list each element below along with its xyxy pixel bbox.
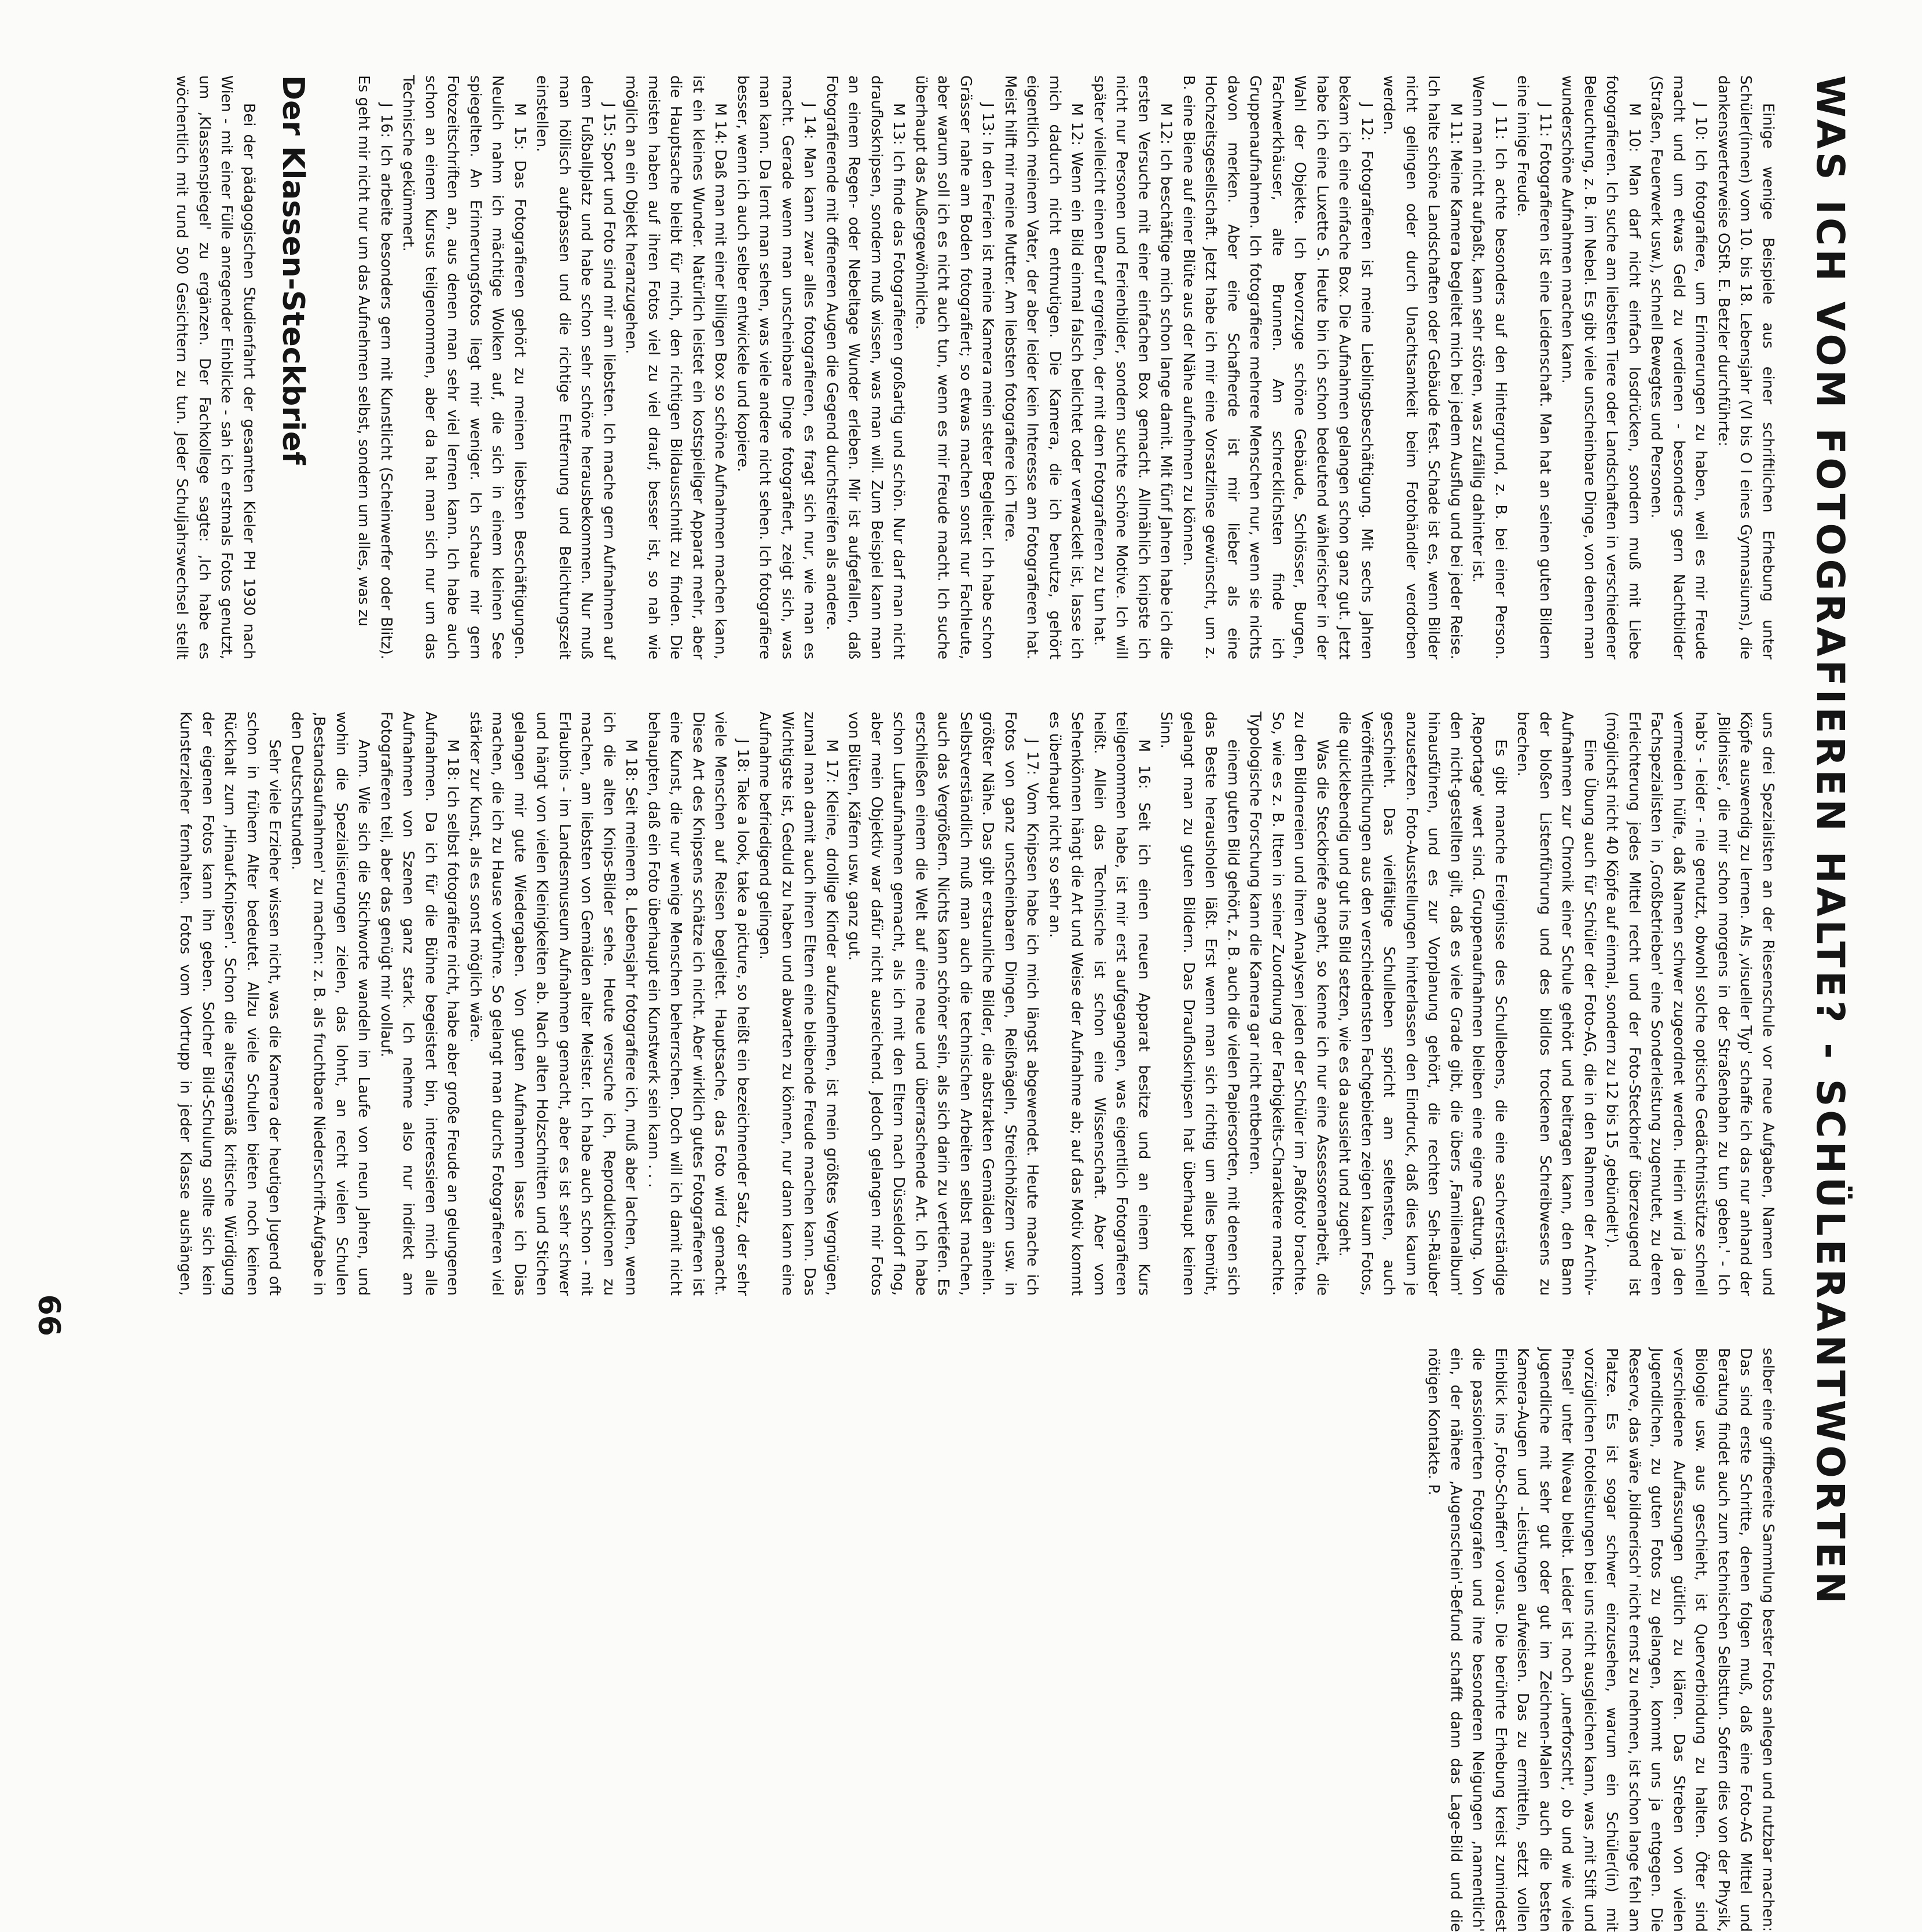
paragraph: M 18: Seit meinem 8. Lebensjahr fotografiere ich, muß aber lachen, wenn ich die alten Knips-Bilder sehe. Heute versuche ich, Reproduktionen zu machen, am liebsten von Gemälden alter Meister. Ich habe auch schon - mit Erlaubnis - im Landesmuseum Aufnahmen gemacht, aber es ist sehr schwer und hängt von vielen Kleinigkeiten ab. Nach alten Holzschnitten und Stichen gelangen mir gute Wiedergaben. Von guten Aufnahmen lasse ich Dias machen, die ich zu Hause vorführe. So gelangt man durchs Fotografieren viel stärker zur Kunst, als es sonst möglich wäre. (467, 712, 640, 1296)
article-body (170, 75, 1779, 1932)
paragraph: Es gibt manche Ereignisse des Schullebens, die eine sachverständige ‚Reportage' wert sind. Gruppenaufnahmen bleiben eine eigne Gattung. Von den nicht-gestellten gilt, daß es viele Grade gibt, die übers ‚Familienalbum' hinausführen, und es zur Vorplanung gehört, die rechten Seh-Räuber anzusetzen. Foto-Ausstellungen hinterlassen den Eindruck, daß dies kaum je geschieht. Das vielfältige Schulleben spricht am seltensten, auch Veröffentlichungen aus den verschiedensten Fachgebieten zeigen kaum Fotos, die quicklebendig und gut ins Bild setzen, wie es da aussieht und zugeht. (1336, 712, 1509, 1296)
paragraph: einem guten Bild gehört, z. B. auch die vielen Papiersorten, mit denen sich das Beste herausholen läßt. Erst wenn man sich richtig um alles bemüht, gelangt man zu guten Bildern. Das Drauflosknipsen hat überhaupt keinen Sinn. (1157, 712, 1242, 1296)
paragraph: J 11: Ich achte besonders auf den Hintergrund, z. B. bei einer Person. Wenn man nicht aufpaßt, kann sehr stören, was zufällig dahinter ist. (1469, 75, 1509, 659)
paragraph: J 13: In den Ferien ist meine Kamera mein steter Begleiter. Ich habe schon Grässer nahe am Boden fotografiert; so etwas machen sonst nur Fachleute, aber warum soll ich es nicht auch tun, wenn es mir Freude macht. Ich suche überhaupt das Außergewöhnliche. (912, 75, 997, 659)
paragraph: M 16: Seit ich einen neuen Apparat besitze und an einem Kurs teilgenommen habe, ist mir erst aufgegangen, was eigentlich Fotografieren heißt. Allein das Technische ist schon eine Wissenschaft. Aber vom Sehenkönnen hängt die Art und Weise der Aufnahme ab; auf das Motiv kommt es überhaupt nicht so sehr an. (1046, 712, 1153, 1296)
paragraph: J 16: Ich arbeite besonders gern mit Kunstlicht (Scheinwerfer oder Blitz). Es geht mir nicht nur um das Aufnehmen selbst, sondern um alles, was zu (355, 75, 395, 659)
paragraph: Einige wenige Beispiele aus einer schriftlichen Erhebung unter Schüler(innen) vom 10. bis 18. Lebensjahr (VI bis O I eines Gymnasiums), die dankenswerterweise OStR. E. Betzler durchführte: (1715, 75, 1777, 659)
paragraph: M 18: Ich selbst fotografiere nicht, habe aber große Freude an gelungenen Aufnahmen. Da ich für die Bühne begeistert bin, interessieren mich alle Aufnahmen von Szenen ganz stark. Ich nehme also nur indirekt am Fotografieren teil, aber das genügt mir vollauf. (377, 712, 462, 1296)
paragraph: M 11: Meine Kamera begleitet mich bei jedem Ausflug und bei jeder Reise. Ich halte schöne Landschaften oder Gebäude fest. Schade ist es, wenn Bilder nicht gelingen oder durch Unachtsamkeit beim Fotohändler verdorben werden. (1380, 75, 1465, 659)
paragraph: M 15: Das Fotografieren gehört zu meinen liebsten Beschäftigungen. Neulich nahm ich mächtige Wolken auf, die sich in einem kleinen See spiegelten. An Erinnerungsfotos liegt mir weniger. Ich schaue mir gern Fotozeitschriften an, aus denen man sehr viel lernen kann. Ich habe auch schon an einem Kursus teilgenommen, aber da hat man sich nur um das Technische gekümmert. (399, 75, 529, 659)
paragraph: J 11: Fotografieren ist eine Leidenschaft. Man hat an seinen guten Bildern eine innige Freude. (1514, 75, 1554, 659)
paragraph: Was die Steckbriefe angeht, so kenne ich nur eine Assessorenarbeit, die zu den Bildnereien und ihren Analysen jeden der Schüler im ‚Paßfoto' brachte. So, wie es z. B. Itten in seiner Zuordnung der Farbigkeits-Charaktere machte. Typologische Forschung kann die Kamera gar nicht entbehren. (1246, 712, 1331, 1296)
paragraph: M 14: Daß man mit einer billigen Box so schöne Aufnahmen machen kann, ist ein kleines Wunder. Natürlich leistet ein kostspieliger Apparat mehr, aber die Hauptsache bleibt für mich, den richtigen Bildausschnitt zu finden. Die meisten haben auf ihren Fotos viel zu viel drauf; besser ist, so nah wie möglich an ein Objekt heranzugehen. (622, 75, 729, 659)
paragraph: Eine Übung auch für Schüler der Foto-AG, die in den Rahmen der Archiv-Aufnahmen zur Chronik einer Schule gehört und beitragen kann, den Bann der bloßen Listenführung und des bildlos trockenen Schreibwesens zu brechen. (1514, 712, 1598, 1296)
page-title: WAS ICH VOM FOTOGRAFIEREN HALTE? - SCHÜLERANTWORTEN (1808, 75, 1853, 1607)
survey-answers (353, 75, 1779, 659)
paragraph: Sehr viele Erzieher wissen nicht, was die Kamera der heutigen Jugend oft schon in frühem Alter bedeutet. Allzu viele Schulen bieten noch keinen Rückhalt zum ‚Hinauf-Knipsen'. Schon die altersgemäß kritische Würdigung der eigenen Fotos kann ihn geben. Solcher Bild-Schulung sollte sich kein Kunsterzieher fernhalten. Fotos vom Vortrupp in jeder Klasse aushängen, selber eine griffbereite Sammlung bester Fotos anlegen und nutzbar machen: Das sind erste Schritte, denen folgen muß, daß eine Foto-AG Mittel und Beratung findet auch zum technischen Selbsttun. Sofern dies von der Physik, Biologie usw. aus geschieht, ist Querverbindung zu halten. Öfter sind verschiedene Auffassungen gütlich zu klären. Das Streben von vielen Jugendlichen, zu guten Fotos zu gelangen, kommt uns ja entgegen. Die Reserve, das wäre ‚bildnerisch' nicht ernst zu nehmen, ist schon lange fehl am Platze. Es ist sogar schwer einzusehen, warum ein Schüler(in) mit vorzüglichen Fotoleistungen bei uns nicht ausgleichen kann, was ‚mit Stift und Pinsel' unter Niveau bleibt. Leider ist noch ‚unerforscht', ob und wie viele Jugendliche mit sehr gut oder gut im Zeichnen-Malen auch die besten Kamera-Augen und -Leistungen aufweisen. Das zu ermitteln, setzt vollen Einblick ins ‚Foto-Schaffen' voraus. Die berührte Erhebung kreist zumindest die passionierten Fotografen und ihre besonderen Neigungen ‚namentlich' ein, der nähere ‚Augenschein'-Befund schafft dann das Lage-Bild und die nötigen Kontakte. P. (177, 712, 1777, 1932)
paragraph: M 12: Wenn ein Bild einmal falsch belichtet oder verwackelt ist, lasse ich mich dadurch nicht entmutigen. Die Kamera, die ich benutze, gehört eigentlich meinem Vater, der aber leider kein Interesse am Fotografieren hat. Meist hilft mir meine Mutter. Am liebsten fotografiere ich Tiere. (1002, 75, 1086, 659)
paragraph: M 10: Man darf nicht einfach losdrücken, sondern muß mit Liebe fotografieren. Ich suche am liebsten Tiere oder Landschaften in verschiedener Beleuchtung, z. B. im Nebel. Es gibt viele unscheinbare Dinge, von denen man wunderschöne Aufnahmen machen kann. (1558, 75, 1643, 659)
page-number: 66 (31, 1294, 66, 1336)
paragraph: Anm. Wie sich die Stichworte wandeln im Laufe von neun Jahren, und wohin die Spezialisierungen zielen, das lohnt, an recht vielen Schulen ‚Bestandsaufnahmen' zu machen: z. B. als fruchtbare Niederschrift-Aufgabe in den Deutschstunden. (288, 712, 373, 1296)
paragraph: J 12: Fotografieren ist meine Lieblingsbeschäftigung. Mit sechs Jahren bekam ich eine einfache Box. Die Aufnahmen gelangen schon ganz gut. Jetzt habe ich eine Luxette S. Heute bin ich schon bedeutend wählerischer in der Wahl der Objekte. Ich bevorzuge schöne Gebäude, Schlösser, Burgen, Fachwerkhäuser, alte Brunnen. Am schrecklichsten finde ich Gruppenaufnahmen. Ich fotografiere mehrere Menschen nur, wenn sie nichts davon merken. Aber eine Schafherde ist mir lieber als eine Hochzeitsgesellschaft. Jetzt habe ich mir eine Vorsatzlinse gewünscht, um z. B. eine Biene auf einer Blüte aus der Nähe aufnehmen zu können. (1180, 75, 1376, 659)
section-heading: Der Klassen-Steckbrief (276, 75, 310, 465)
paragraph: J 10: Ich fotografiere, um Erinnerungen zu haben, weil es mir Freude macht und um etwas Geld zu verdienen - besonders gern Nachtbilder (Straßen, Feuerwerk usw.), schnell Bewegtes und Personen. (1648, 75, 1710, 659)
paragraph: M 13: Ich finde das Fotografieren großartig und schön. Nur darf man nicht drauflosknipsen, sondern muß wissen, was man will. Zum Beispiel kann man an einem Regen- oder Nebeltage Wunder erleben. Mir ist aufgefallen, daß Fotografierende mit offeneren Augen die Gegend durchstreifen als andere. (823, 75, 908, 659)
paragraph: J 18: Take a look, take a picture, so heißt ein bezeichnender Satz, der sehr viele Menschen auf Reisen begleitet. Hauptsache, das Foto wird gemacht. Diese Art des Knipsens schätze ich nicht. Aber wirklich gutes Fotografieren ist eine Kunst, die nur wenige Menschen beherrschen. Doch will ich damit nicht behaupten, daß ein Foto überhaupt ein Kunstwerk sein kann . . . (645, 712, 751, 1296)
paragraph: Bei der pädagogischen Studienfahrt der gesamten Kieler PH 1930 nach Wien - mit einer Fülle anregender Einblicke - sah ich erstmals Fotos genutzt, um ‚Klassenspiegel' zu ergänzen. Der Fachkollege sagte: ‚Ich habe es wöchentlich mit rund 500 Gesichtern zu tun. Jeder Schuljahrswechsel stellt uns drei Spezialisten an der Riesenschule vor neue Aufgaben, Namen und Köpfe auswendig zu lernen. Als ‚visueller Typ' schaffe ich das nur anhand der ‚Bildnisse', die mir schon morgens in der Straßenbahn zu tun geben.' - Ich hab's - leider - nie genutzt, obwohl solche optische Gedächtnisstütze schnell vermeiden hülfe, daß Namen schwer zugeordnet werden. Hierin wird ja den Fachspezialisten in ‚Großbetrieben' eine Sonderleistung zugemutet, zu deren Erleichterung jedes Mittel recht und der Foto-Steckbrief überzeugend ist (möglichst nicht 40 Köpfe auf einmal, sondern zu 12 bis 15 ‚gebündelt'). (173, 75, 1777, 1296)
paragraph: J 15: Sport und Foto sind mir am liebsten. Ich mache gern Aufnahmen auf dem Fußballplatz und habe schon sehr schöne herausbekommen. Nur muß man höllisch aufpassen und die richtige Entfernung und Belichtungszeit einstellen. (533, 75, 618, 659)
paragraph: M 17: Kleine, drollige Kinder aufzunehmen, ist mein größtes Vergnügen, zumal man damit auch ihren Eltern eine bleibende Freude machen kann. Das Wichtigste ist, Geduld zu haben und abwarten zu können, nur dann kann eine Aufnahme befriedigend gelingen. (756, 712, 841, 1296)
paragraph: M 12: Ich beschäftige mich schon lange damit. Mit fünf Jahren habe ich die ersten Versuche mit einer einfachen Box gemacht. Allmählich knipste ich nicht nur Personen und Ferienbilder, sondern suchte schöne Motive. Ich will später vielleicht einen Beruf ergreifen, der mit dem Fotografieren zu tun hat. (1091, 75, 1175, 659)
paragraph: J 14: Man kann zwar alles fotografieren, es fragt sich nur, wie man es macht. Gerade wenn man unscheinbare Dinge fotografiert, zeigt sich, was man kann. Da lernt man sehen, was viele andere nicht sehen. Ich fotografiere besser, wenn ich auch selber entwickele und kopiere. (734, 75, 819, 659)
paragraph: J 17: Vom Knipsen habe ich mich längst abgewendet. Heute mache ich Fotos von ganz unscheinbaren Dingen, Reißnägeln, Streichhölzern usw. in größter Nähe. Das gibt erstaunliche Bilder, die abstrakten Gemälden ähneln. Selbstverständlich muß man auch die technischen Arbeiten selbst machen, auch das Vergrößern. Nichts kann schöner sein, als sich darin zu vertiefen. Es erschließen einem die Welt auf eine neue und überraschende Art. Ich habe schon Luftaufnahmen gemacht, als ich mit den Eltern nach Düsseldorf flog, aber mein Objektiv war dafür nicht ausreichend. Jedoch gelangen mir Fotos von Blüten, Käfern usw. ganz gut. (845, 712, 1041, 1296)
